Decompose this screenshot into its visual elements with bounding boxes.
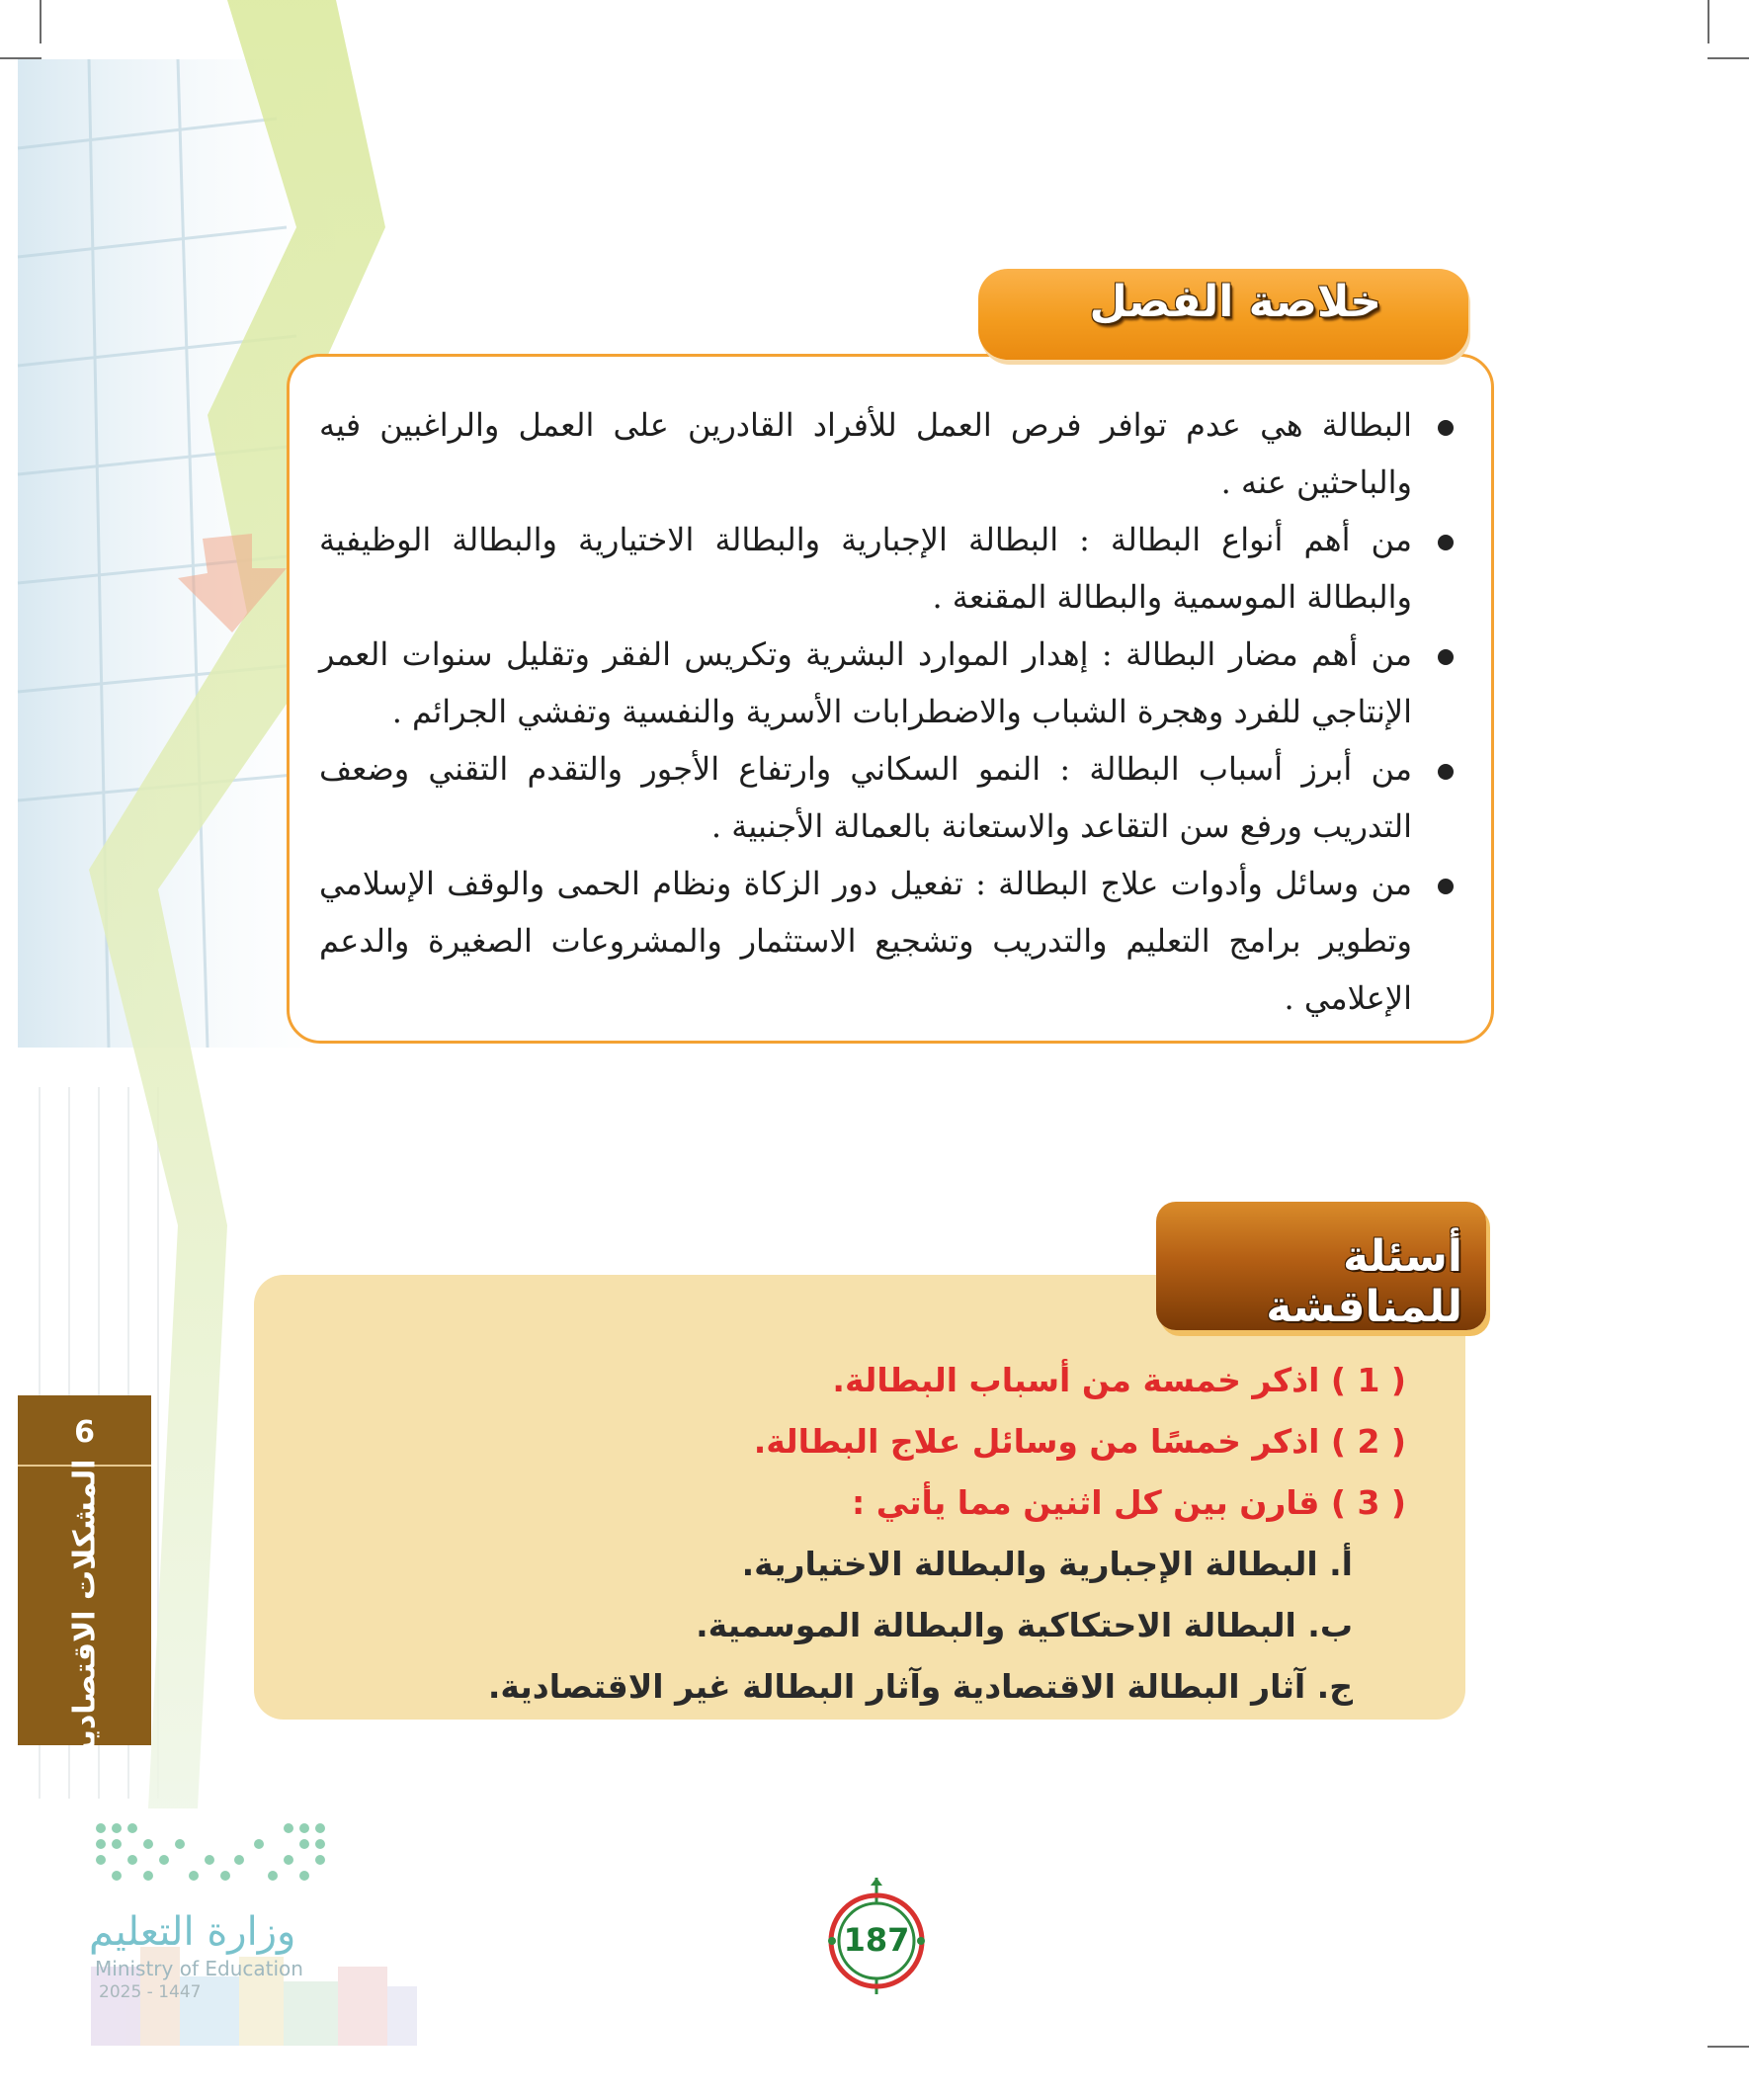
summary-item-text: من أبرز أسباب البطالة : النمو السكاني وارتفاع الأجور والتقدم التقني وضعف التدريب ورفع سن التقاعد والاستعانة بالعمالة الأجنبية .	[319, 750, 1412, 845]
summary-item-text: من أهم أنواع البطالة : البطالة الإجبارية والبطالة الاختيارية والبطالة الوظيفية والبطالة الموسمية والبطالة المقنعة .	[319, 521, 1412, 616]
summary-item	[319, 855, 1456, 1027]
unit-number: 6	[74, 1415, 95, 1450]
question-3-sub-b: ب. البطالة الاحتكاكية والبطالة الموسمية.	[696, 1606, 1353, 1644]
ministry-name-ar: وزارة التعليم	[89, 1909, 296, 1955]
summary-title: خلاصة الفصل	[1089, 277, 1381, 327]
ministry-year: 2025 - 1447	[99, 1982, 202, 2002]
bullet-icon	[1438, 764, 1454, 780]
summary-item	[319, 396, 1456, 511]
crop-mark	[40, 0, 42, 43]
question-2: ( 2 ) اذكر خمسًا من وسائل علاج البطالة.	[753, 1422, 1406, 1461]
bullet-icon	[1438, 649, 1454, 665]
summary-item	[319, 511, 1456, 626]
bullet-icon	[1438, 420, 1454, 436]
summary-header	[978, 269, 1468, 360]
page-number: 187	[843, 1921, 910, 1959]
crop-mark	[1707, 2046, 1749, 2048]
question-3-sub-c: ج. آثار البطالة الاقتصادية وآثار البطالة غير الاقتصادية.	[487, 1667, 1353, 1706]
bullet-icon	[1438, 879, 1454, 894]
unit-side-tab	[18, 1395, 151, 1759]
questions-box	[254, 1275, 1465, 1720]
question-3: ( 3 ) قارن بين كل اثنين مما يأتي :	[852, 1483, 1406, 1522]
summary-box	[287, 354, 1494, 1044]
question-3-sub-a: أ. البطالة الإجبارية والبطالة الاختيارية.	[741, 1545, 1353, 1583]
crop-mark	[1707, 57, 1749, 59]
questions-title: أسئلة للمناقشة	[1266, 1231, 1462, 1332]
questions-header	[1156, 1202, 1486, 1330]
unit-title: المشكلات الاقتصادية	[67, 1459, 102, 1759]
summary-item-text: من أهم مضار البطالة : إهدار الموارد البشرية وتكريس الفقر وتقليل سنوات العمر الإنتاجي للفرد وهجرة الشباب والاضطرابات الأسرية والنفسية وتفشي الجرائم .	[319, 635, 1412, 730]
summary-item-text: البطالة هي عدم توافر فرص العمل للأفراد القادرين على العمل والراغبين فيه والباحثين عنه .	[319, 406, 1413, 501]
question-1: ( 1 ) اذكر خمسة من أسباب البطالة.	[832, 1361, 1406, 1399]
bullet-icon	[1438, 535, 1454, 550]
summary-item-text: من وسائل وأدوات علاج البطالة : تفعيل دور الزكاة ونظام الحمى والوقف الإسلامي وتطوير برامج التعليم والتدريب وتشجيع الاستثمار والمشروعات الصغيرة والدعم الإعلامي .	[319, 865, 1412, 1017]
questions-list	[319, 1350, 1406, 1718]
summary-item	[319, 740, 1456, 855]
summary-list	[319, 396, 1456, 1027]
crop-mark	[1707, 0, 1709, 43]
summary-item	[319, 626, 1456, 740]
crop-mark	[0, 57, 42, 59]
ministry-name-en: Ministry of Education	[95, 1957, 303, 1980]
